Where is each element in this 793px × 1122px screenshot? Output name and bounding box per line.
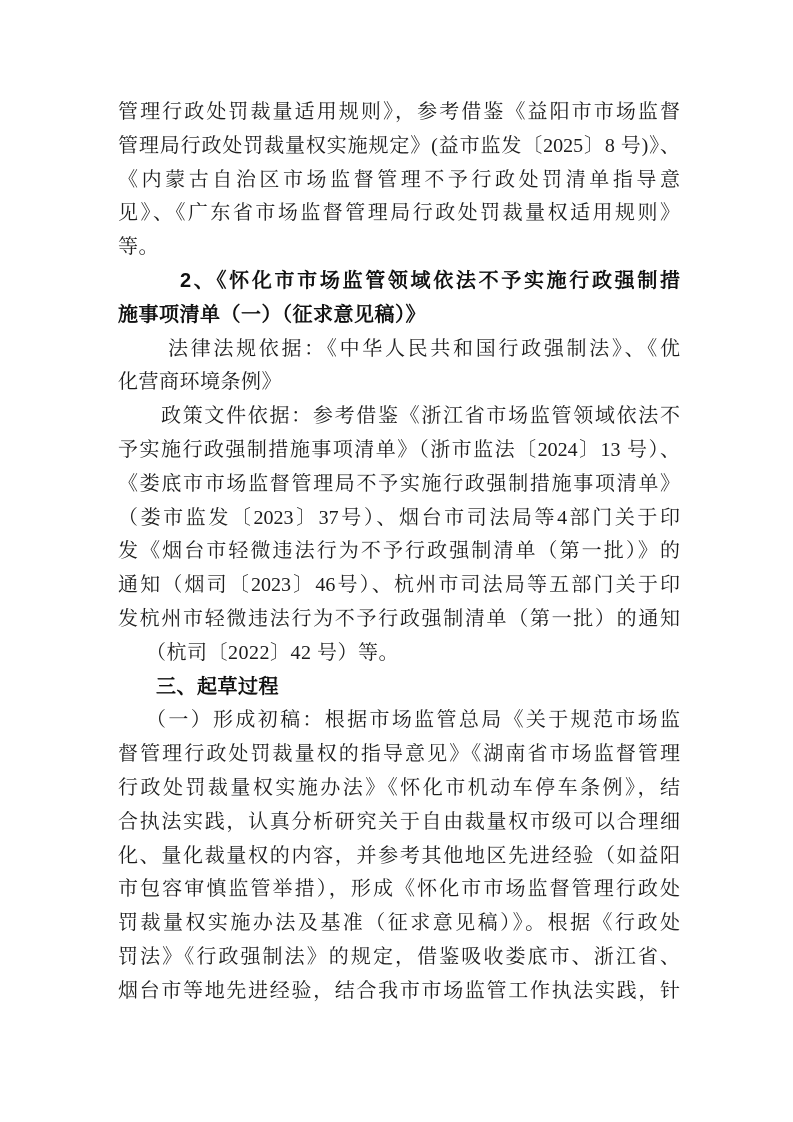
- text-line: 施事项清单（一）（征求意见稿）》: [118, 303, 426, 326]
- text-line: （娄市监发〔2023〕37号）、烟台市司法局等4部门关于印: [118, 506, 680, 529]
- text-line: 《内蒙古自治区市场监督管理不予行政处罚清单指导意: [118, 168, 680, 191]
- text-line: 发《烟台市轻微违法行为不予行政强制清单（第一批）》的: [118, 540, 680, 563]
- text-line: 发杭州市轻微违法行为不予行政强制清单（第一批）的通知: [118, 607, 680, 630]
- text-line: 政策文件依据：参考借鉴《浙江省市场监管领域依法不: [161, 405, 680, 428]
- text-line: 三、起草过程: [156, 675, 279, 698]
- text-line: 等。: [118, 236, 159, 259]
- text-line: 《娄底市市场监督管理局不予实施行政强制措施事项清单》: [118, 472, 680, 495]
- text-line: （杭司〔2022〕42 号）等。: [146, 641, 399, 664]
- text-line: 市包容审慎监管举措），形成《怀化市市场监督管理行政处: [118, 878, 680, 901]
- document-text-block: [118, 96, 680, 1009]
- text-line: 督管理行政处罚裁量权的指导意见》《湖南省市场监督管理: [118, 743, 680, 766]
- text-line: （一）形成初稿：根据市场监管总局《关于规范市场监: [146, 709, 680, 732]
- text-line: 合执法实践，认真分析研究关于自由裁量权市级可以合理细: [118, 810, 680, 833]
- text-line: 管理行政处罚裁量适用规则》，参考借鉴《益阳市市场监督: [118, 101, 680, 123]
- text-line: 见》、《广东省市场监督管理局行政处罚裁量权适用规则》: [118, 202, 680, 225]
- text-line: 化、量化裁量权的内容，并参考其他地区先进经验（如益阳: [118, 844, 680, 867]
- text-line: 通知（烟司〔2023〕46号）、杭州市司法局等五部门关于印: [118, 574, 680, 597]
- text-line: 烟台市等地先进经验，结合我市市场监管工作执法实践，针: [118, 979, 680, 1002]
- text-line: 罚裁量权实施办法及基准（征求意见稿）》。根据《行政处: [118, 912, 680, 935]
- text-line: 管理局行政处罚裁量权实施规定》(益市监发〔2025〕8 号)》、: [118, 134, 680, 157]
- text-line: 2、《怀化市市场监管领域依法不予实施行政强制措: [180, 269, 680, 292]
- text-line: 行政处罚裁量权实施办法》《怀化市机动车停车条例》，结: [118, 776, 680, 799]
- text-line: 化营商环境条例》: [118, 371, 282, 394]
- text-line: 法律法规依据：《中华人民共和国行政强制法》、《优: [168, 337, 680, 360]
- text-line: 予实施行政强制措施事项清单》（浙市监法〔2024〕13 号）、: [118, 438, 680, 461]
- text-line: 罚法》《行政强制法》的规定，借鉴吸收娄底市、浙江省、: [118, 945, 680, 968]
